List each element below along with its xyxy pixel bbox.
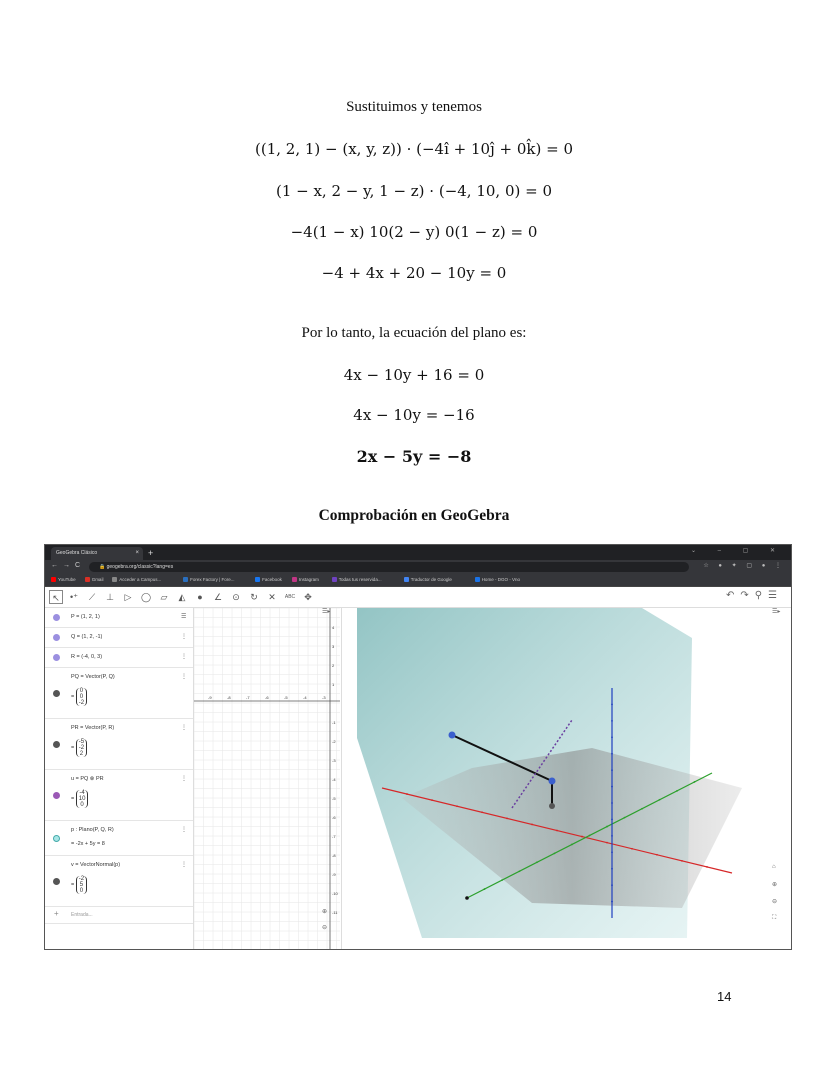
bookmark-label: Gmail (91, 577, 104, 582)
algebra-item[interactable] (45, 668, 193, 719)
move-view-tool-icon[interactable]: ✥ (304, 592, 312, 602)
bookmark-label: Home - DGO - Vno (481, 577, 520, 582)
algebra-item[interactable] (45, 770, 193, 821)
x-tick-label: -3 (322, 695, 326, 700)
equation-5: 4x − 10y + 16 = 0 (343, 366, 485, 384)
zoom-in-3d-icon[interactable]: ⊕ (772, 882, 778, 888)
x-tick-label: -6 (265, 695, 269, 700)
y-axis-3d-tick (624, 817, 626, 819)
lock-icon: 🔒 (99, 564, 107, 570)
tab-title: GeoGebra Clásico (56, 550, 98, 556)
add-icon[interactable]: + (54, 909, 59, 918)
algebra-item[interactable] (45, 856, 193, 907)
vector-component: 2 (79, 751, 84, 757)
circle-tool-icon[interactable]: ◯ (140, 592, 152, 602)
visibility-toggle[interactable] (53, 792, 60, 799)
y-axis-3d-tick (554, 852, 556, 854)
perpendicular-tool-icon[interactable]: ⊥ (106, 592, 114, 602)
undo-redo-search-menu[interactable]: ↶↷⚲☰ (725, 590, 783, 601)
algebra-view (45, 608, 194, 949)
z-axis-3d-tick (611, 769, 613, 771)
z-axis-3d-tick (611, 851, 613, 853)
bookmark-icon (332, 577, 337, 582)
y-axis-3d-tick (484, 888, 486, 890)
bookmark-icon (85, 577, 90, 582)
conclusion-text: Por lo tanto, la ecuación del plano es: (301, 325, 527, 341)
window-controls[interactable]: ⌄ – ▢ ✕ (690, 548, 785, 554)
point-r (449, 732, 456, 739)
vector-component: -4 (79, 790, 85, 796)
x-axis-3d-tick (606, 842, 608, 844)
browser-tab-bar (45, 545, 791, 560)
bookmark-label: Facebook (262, 577, 282, 582)
equation-1: ((1, 2, 1) − (x, y, z)) · (−4î + 10ĵ + 0k̂) = 0 (255, 140, 573, 158)
y-axis-3d-tick (519, 870, 521, 872)
y-tick-label: -2 (332, 739, 336, 744)
z-axis-3d-tick (611, 704, 613, 706)
x-tick-label: -5 (284, 695, 288, 700)
x-axis-3d-tick (481, 811, 483, 813)
vector-component: -2 (78, 700, 85, 706)
visibility-toggle[interactable] (53, 878, 60, 885)
equation-2: (1 − x, 2 − y, 1 − z) · (−4, 10, 0) = 0 (275, 182, 553, 200)
x-tick-label: -9 (208, 695, 212, 700)
bookmark-icon (112, 577, 117, 582)
vector-component: 0 (79, 888, 84, 894)
vector-tool-icon[interactable]: ✕ (268, 592, 276, 602)
graphics-2d-view[interactable] (194, 608, 340, 949)
new-tab-button[interactable]: + (148, 548, 154, 558)
visibility-toggle[interactable] (53, 741, 60, 748)
bookmark-label: Acceder a Campus... (119, 577, 162, 582)
y-tick-label: -6 (332, 815, 336, 820)
point-q (549, 803, 555, 809)
x-tick-label: -7 (246, 695, 250, 700)
bookmark-label: Traductor de Google (410, 577, 452, 582)
bookmark-icon (51, 577, 56, 582)
vector-component: -2 (78, 876, 85, 882)
algebra-vector-value: = 0 0 -2 (71, 688, 87, 706)
vector-component: -2 (78, 745, 85, 751)
algebra-item[interactable] (45, 821, 193, 856)
y-axis-3d-tick (501, 879, 503, 881)
input-placeholder: Entrada... (71, 912, 93, 918)
y-tick-label: -10 (332, 891, 338, 896)
bookmark-item[interactable] (332, 576, 382, 584)
scene-3d (342, 608, 792, 949)
x-axis-3d-tick (556, 830, 558, 832)
visibility-toggle[interactable] (53, 835, 60, 842)
zoom-out-icon[interactable]: ⊖ (322, 925, 328, 931)
y-axis-3d-tick (536, 861, 538, 863)
vector-component: 0 (80, 802, 84, 808)
algebra-definition[interactable]: P = (1, 2, 1) (71, 614, 100, 620)
bookmark-item[interactable] (183, 576, 234, 584)
y-axis-end-point (465, 896, 469, 900)
zoom-out-3d-icon[interactable]: ⊖ (772, 899, 778, 905)
vector-component: 0 (79, 694, 84, 700)
bookmark-item[interactable] (85, 576, 104, 584)
z-axis-3d-tick (611, 753, 613, 755)
bookmark-label: Forex Factory | Fore... (190, 577, 235, 582)
move-tool-icon[interactable]: ↖ (49, 590, 63, 604)
x-axis-3d-tick (631, 848, 633, 850)
y-axis-3d-tick (589, 835, 591, 837)
algebra-sort-icon[interactable]: ☰ (181, 614, 187, 620)
y-tick-label: -11 (332, 910, 338, 915)
more-menu-icon[interactable]: ⋮ (181, 827, 187, 833)
visibility-toggle[interactable] (53, 634, 60, 641)
more-menu-icon[interactable]: ⋮ (181, 725, 187, 731)
equation-3: −4(1 − x) 10(2 − y) 0(1 − z) = 0 (290, 223, 538, 241)
bookmark-icon (292, 577, 297, 582)
algebra-item[interactable] (45, 628, 193, 648)
y-axis-3d-tick (676, 790, 678, 792)
bookmarks-bar (45, 574, 791, 587)
bookmark-item[interactable] (475, 576, 520, 584)
algebra-item[interactable] (45, 719, 193, 770)
x-axis-3d-tick (431, 799, 433, 801)
y-axis-3d-tick (694, 781, 696, 783)
x-tick-label: -8 (227, 695, 231, 700)
visibility-toggle[interactable] (53, 654, 60, 661)
algebra-definition[interactable]: PR = Vector(P, R) (71, 725, 115, 731)
extension-icons[interactable]: ☆ ● ✦ ▢ ● ⋮ (703, 563, 785, 569)
vector-component: 5 (79, 882, 84, 888)
grid-2d (194, 608, 340, 949)
y-axis-3d-tick (641, 808, 643, 810)
y-axis-3d-tick (606, 826, 608, 828)
solid-tool-icon[interactable]: ◭ (178, 592, 186, 602)
z-axis-3d-tick (611, 868, 613, 870)
intro-text: Sustituimos y tenemos (346, 99, 482, 115)
input-bar[interactable] (45, 907, 193, 924)
y-tick-label: -8 (332, 853, 336, 858)
z-axis-3d-tick (611, 736, 613, 738)
z-axis-3d-tick (611, 884, 613, 886)
z-axis-3d-tick (611, 720, 613, 722)
zoom-in-icon[interactable]: ⊕ (322, 909, 328, 915)
bookmark-label: YouTube (58, 577, 76, 582)
algebra-definition[interactable]: v = VectorNormal(p) (71, 862, 121, 868)
bookmark-label: Todas tus reservida... (338, 577, 382, 582)
algebra-vector-value: = -2 5 0 (71, 876, 87, 894)
y-tick-label: -4 (332, 777, 336, 782)
bookmark-icon (475, 577, 480, 582)
x-axis-3d-tick (656, 854, 658, 856)
vector-component: -5 (78, 739, 85, 745)
z-axis-3d-tick (611, 786, 613, 788)
more-menu-icon[interactable]: ⋮ (181, 654, 187, 660)
y-axis-3d-tick (571, 844, 573, 846)
bookmark-icon (255, 577, 260, 582)
more-menu-icon[interactable]: ⋮ (181, 634, 187, 640)
point-tool-icon[interactable]: •⁺ (70, 592, 78, 602)
algebra-equation-value: = -2x + 5y = 8 (71, 841, 105, 847)
sphere-tool-icon[interactable]: ● (197, 592, 203, 602)
bookmark-item[interactable] (112, 576, 161, 584)
algebra-definition[interactable]: u = PQ ⊗ PR (71, 776, 104, 782)
page-number: 14 (717, 989, 732, 1004)
bookmark-item[interactable] (255, 576, 282, 584)
y-axis-3d-tick (659, 799, 661, 801)
reflect-tool-icon[interactable]: ⊙ (232, 592, 240, 602)
more-menu-icon[interactable]: ⋮ (181, 674, 187, 680)
algebra-definition[interactable]: R = (-4, 0, 3) (71, 654, 103, 660)
x-tick-label: -4 (303, 695, 307, 700)
rotate-tool-icon[interactable]: ↻ (250, 592, 258, 602)
visibility-toggle[interactable] (53, 614, 60, 621)
algebra-vector-value: = -4 10 0 (71, 790, 88, 808)
plane-tool-icon[interactable]: ▱ (160, 592, 168, 602)
x-axis-3d-tick (531, 824, 533, 826)
x-axis-3d-tick (406, 793, 408, 795)
y-tick-label: 4 (332, 625, 335, 630)
y-tick-label: 2 (332, 663, 335, 668)
line-tool-icon[interactable]: ⟋ (88, 592, 96, 602)
geogebra-app (45, 587, 791, 949)
algebra-item[interactable] (45, 648, 193, 668)
z-axis-3d-tick (611, 901, 613, 903)
address-bar (45, 560, 791, 574)
z-axis-3d-tick (611, 802, 613, 804)
polygon-tool-icon[interactable]: ▷ (124, 592, 132, 602)
y-tick-label: 3 (332, 644, 335, 649)
bookmark-item[interactable] (404, 576, 452, 584)
final-equation: 2x − 5y = −8 (356, 447, 472, 466)
bookmark-icon (404, 577, 409, 582)
x-axis-3d-tick (456, 805, 458, 807)
algebra-definition[interactable]: p : Plano(P, Q, R) (71, 827, 114, 833)
more-menu-icon[interactable]: ⋮ (181, 776, 187, 782)
y-tick-label: -7 (332, 834, 336, 839)
algebra-definition[interactable]: Q = (1, 2, -1) (71, 634, 103, 640)
bookmark-item[interactable] (51, 576, 76, 584)
browser-tab[interactable] (51, 547, 143, 560)
equation-6: 4x − 10y = −16 (353, 406, 475, 424)
style-bar-3d-icon[interactable]: ☰▸ (772, 609, 781, 615)
close-tab-icon[interactable]: × (135, 550, 139, 556)
graphics-3d-view[interactable] (341, 608, 792, 949)
y-tick-label: -5 (332, 796, 336, 801)
y-tick-label: 1 (332, 682, 335, 687)
algebra-item[interactable] (45, 608, 193, 628)
vector-component: 0 (79, 688, 84, 694)
x-axis-3d-tick (681, 860, 683, 862)
home-icon[interactable]: ⌂ (772, 864, 776, 870)
bookmark-label: Instagram (298, 577, 319, 582)
visibility-toggle[interactable] (53, 690, 60, 697)
geogebra-toolbar (45, 587, 791, 608)
algebra-vector-value: = -5 -2 2 (71, 739, 87, 757)
algebra-definition[interactable]: PQ = Vector(P, Q) (71, 674, 115, 680)
style-bar-icon[interactable]: ☰▸ (322, 609, 331, 615)
text-tool-icon[interactable]: ABC (284, 594, 296, 600)
x-axis-3d-tick (506, 817, 508, 819)
x-axis-3d-tick (706, 866, 708, 868)
y-tick-label: -3 (332, 758, 336, 763)
bookmark-icon (183, 577, 188, 582)
more-menu-icon[interactable]: ⋮ (181, 862, 187, 868)
x-axis-3d-tick (581, 836, 583, 838)
nav-buttons[interactable]: ←→C (51, 562, 86, 569)
fullscreen-icon[interactable]: ⛶ (772, 915, 777, 921)
equation-4: −4 + 4x + 20 − 10y = 0 (321, 264, 507, 282)
y-tick-label: -1 (332, 720, 336, 725)
bookmark-item[interactable] (292, 576, 319, 584)
geogebra-screenshot (44, 544, 792, 950)
url-field[interactable]: 🔒 geogebra.org/classic?lang=es (89, 562, 689, 572)
z-axis-3d-tick (611, 835, 613, 837)
angle-tool-icon[interactable]: ∠ (213, 592, 223, 602)
y-tick-label: -9 (332, 872, 336, 877)
section-heading: Comprobación en GeoGebra (318, 507, 510, 524)
z-axis-3d-tick (611, 819, 613, 821)
point-p (549, 778, 556, 785)
vector-component: 10 (78, 796, 86, 802)
